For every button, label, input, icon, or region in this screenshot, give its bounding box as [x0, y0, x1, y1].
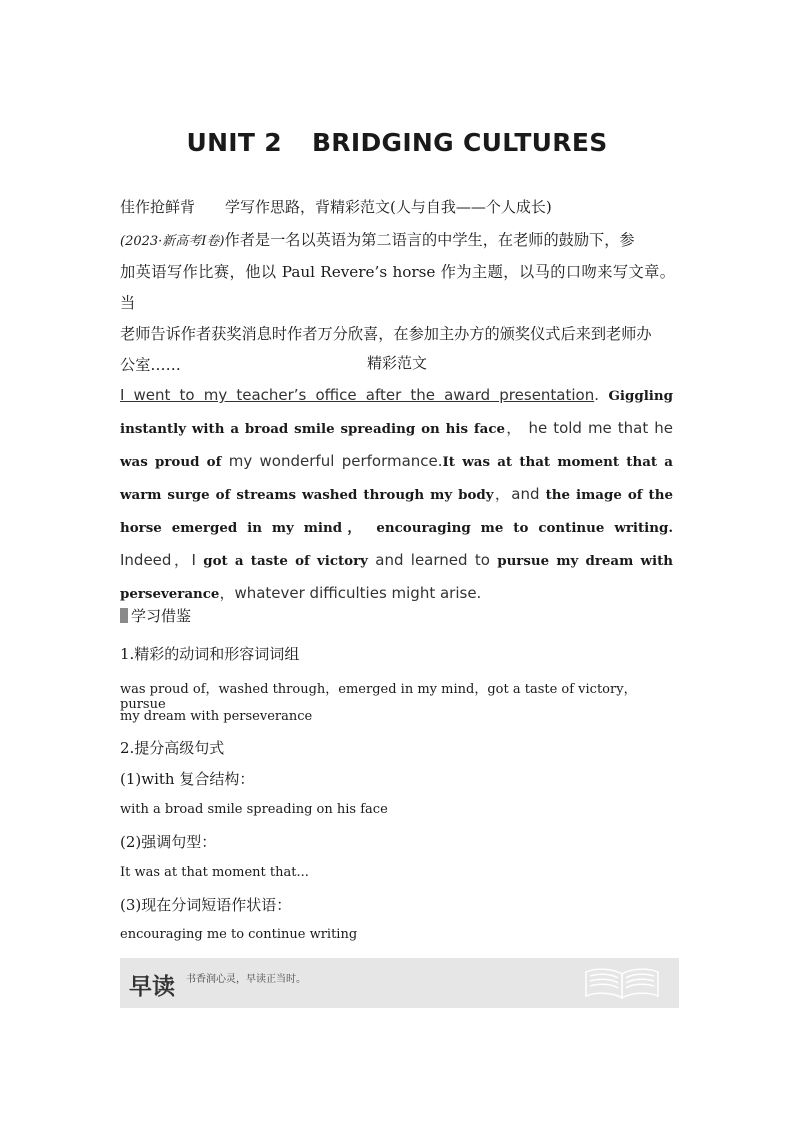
- intro-line-2: 加英语写作比赛，他以 Paul Revere’s horse 作为主题，以马的口吻来写文章。当: [120, 263, 675, 312]
- essay-highlight: encouraging me to continue writing.: [376, 520, 674, 536]
- morning-reading-banner: [120, 958, 679, 1008]
- sub2-text: It was at that moment that...: [120, 865, 309, 880]
- item1-phrases-line1: was proud of，washed through，emerged in my mind，got a taste of victory，pursue: [120, 682, 637, 712]
- essay-highlight: It was at that moment that a warm surge of streams washed through my body: [120, 454, 673, 503]
- essay-period: .: [594, 386, 600, 404]
- essay-text: and learned to: [367, 551, 498, 569]
- essay-text: ，whatever difficulties might arise.: [219, 584, 482, 602]
- study-heading-text: 学习借鉴: [131, 607, 192, 625]
- page-title: [0, 128, 794, 157]
- essay-highlight: Giggling instantly with a broad smile spreading on his face: [120, 388, 673, 437]
- item1-title: 1.精彩的动词和形容词词组: [120, 645, 300, 663]
- sub2-title: (2)强调句型：: [120, 833, 217, 851]
- essay-highlight: pursue my dream with perseverance: [120, 553, 674, 602]
- heading-marker: [120, 608, 128, 623]
- intro-line-4: 公室……: [120, 356, 181, 374]
- section-label: 佳作抢鲜背: [120, 198, 196, 216]
- essay-highlight: got a taste of victory: [203, 553, 368, 569]
- banner-title: 早读: [129, 973, 175, 1000]
- sub1-title: (1)with 复合结构：: [120, 770, 255, 788]
- model-essay: [120, 379, 673, 610]
- section-subtitle: 学写作思路，背精彩范文(人与自我——个人成长): [225, 198, 552, 216]
- sub3-title: (3)现在分词短语作状语：: [120, 896, 292, 914]
- section-heading: [120, 196, 552, 217]
- essay-text: ，and: [493, 485, 546, 503]
- study-heading: [120, 605, 191, 626]
- sub3-text: encouraging me to continue writing: [120, 927, 358, 942]
- essay-highlight: was proud of: [120, 454, 222, 470]
- essay-text: ，: [342, 520, 367, 536]
- item1-phrases-line2: my dream with perseverance: [120, 709, 313, 724]
- essay-opening: I went to my teacher’s office after the award presentation: [120, 386, 595, 404]
- banner-slogan: 书香润心灵，早读正当时。: [186, 974, 306, 985]
- item2-title: 2.提分高级句式: [120, 739, 225, 757]
- exam-source: (2023·新高考Ⅰ卷): [120, 234, 225, 249]
- essay-text: ， he told me that he: [505, 419, 673, 437]
- essay-title: 精彩范文: [366, 354, 427, 372]
- unit-number: UNIT 2: [186, 128, 282, 157]
- intro-line-3: 老师告诉作者获奖消息时作者万分欣喜，在参加主办方的颁奖仪式后来到老师办: [120, 325, 652, 343]
- essay-text: my wonderful performance.: [221, 452, 443, 470]
- open-book-icon: [582, 966, 662, 1002]
- unit-name: BRIDGING CULTURES: [311, 128, 608, 157]
- intro-line-1: 作者是一名以英语为第二语言的中学生，在老师的鼓励下，参: [224, 231, 635, 249]
- sub1-text: with a broad smile spreading on his face: [120, 802, 388, 817]
- essay-text: Indeed，I: [120, 551, 204, 569]
- essay-highlight: the image of the horse emerged in my mind: [120, 487, 674, 536]
